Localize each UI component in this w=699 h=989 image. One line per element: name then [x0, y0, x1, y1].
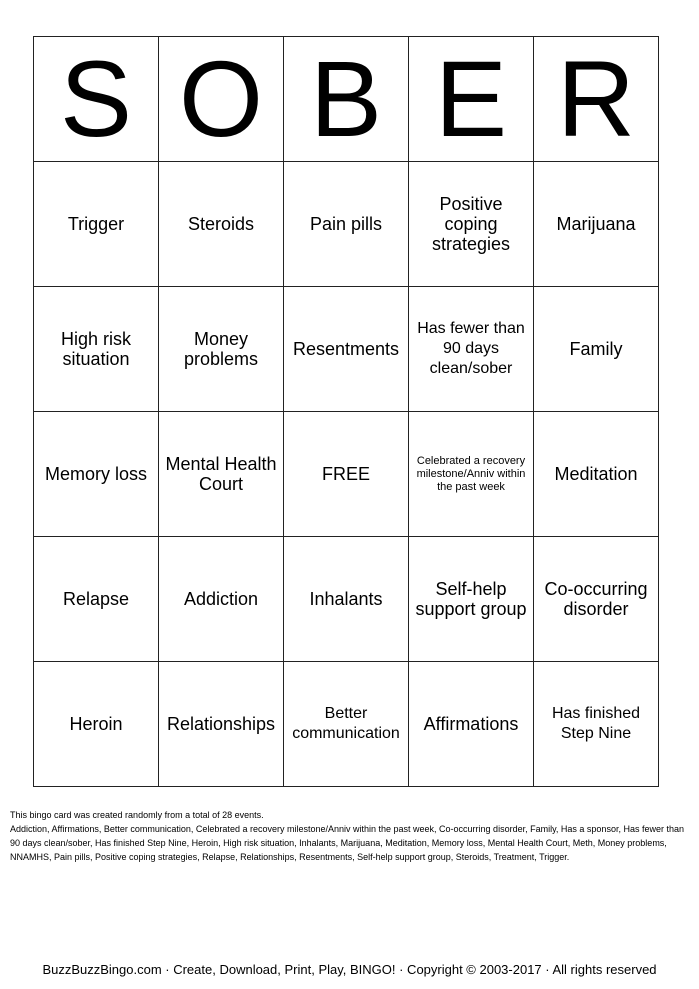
card-cell: Has finished Step Nine: [534, 662, 659, 787]
card-cell: Better communication: [284, 662, 409, 787]
card-cell: Self-help support group: [409, 537, 534, 662]
card-cell: Has fewer than 90 days clean/sober: [409, 287, 534, 412]
card-cell: High risk situation: [34, 287, 159, 412]
card-cell: Trigger: [34, 162, 159, 287]
free-space-cell: FREE: [284, 412, 409, 537]
card-cell: Relationships: [159, 662, 284, 787]
card-row: [34, 287, 659, 412]
bingo-card: [33, 36, 659, 787]
header-letter-r: R: [534, 37, 659, 162]
card-cell: Affirmations: [409, 662, 534, 787]
header-letter-e: E: [409, 37, 534, 162]
card-cell: Pain pills: [284, 162, 409, 287]
card-info-events: Addiction, Affirmations, Better communication, Celebrated a recovery milestone/Anniv within the past week, Co-occurring disorder, Family, Has a sponsor, Has fewer than 90 days clean/sober, Has finished Step Nine, Heroin, High risk situation, Inhalants, Marijuana, Meditation, Memory loss, Mental Health Court, Meth, Money problems, NNAMHS, Pain pills, Positive coping strategies, Relapse, Relationships, Resentments, Self-help support group, Steroids, Treatment, Trigger.: [10, 824, 684, 862]
card-info-summary: This bingo card was created randomly from a total of 28 events.: [10, 810, 264, 820]
header-row: [34, 37, 659, 162]
card-cell: Addiction: [159, 537, 284, 662]
card-cell: Resentments: [284, 287, 409, 412]
card-cell: Mental Health Court: [159, 412, 284, 537]
card-cell: Marijuana: [534, 162, 659, 287]
card-cell: Memory loss: [34, 412, 159, 537]
footer: BuzzBuzzBingo.com · Create, Download, Print, Play, BINGO! · Copyright © 2003-2017 · All rights reserved: [42, 962, 657, 977]
card-row: [34, 662, 659, 787]
card-row: [34, 412, 659, 537]
card-cell: Steroids: [159, 162, 284, 287]
card-cell: Inhalants: [284, 537, 409, 662]
header-letter-s: S: [34, 37, 159, 162]
card-row: [34, 537, 659, 662]
card-cell: Co-occurring disorder: [534, 537, 659, 662]
card-info: [10, 808, 692, 864]
header-letter-o: O: [159, 37, 284, 162]
card-cell: Money problems: [159, 287, 284, 412]
card-cell: Relapse: [34, 537, 159, 662]
card-cell: Meditation: [534, 412, 659, 537]
card-cell: Celebrated a recovery milestone/Anniv within the past week: [409, 412, 534, 537]
card-cell: Positive coping strategies: [409, 162, 534, 287]
card-cell: Heroin: [34, 662, 159, 787]
card-cell: Family: [534, 287, 659, 412]
card-row: [34, 162, 659, 287]
header-letter-b: B: [284, 37, 409, 162]
